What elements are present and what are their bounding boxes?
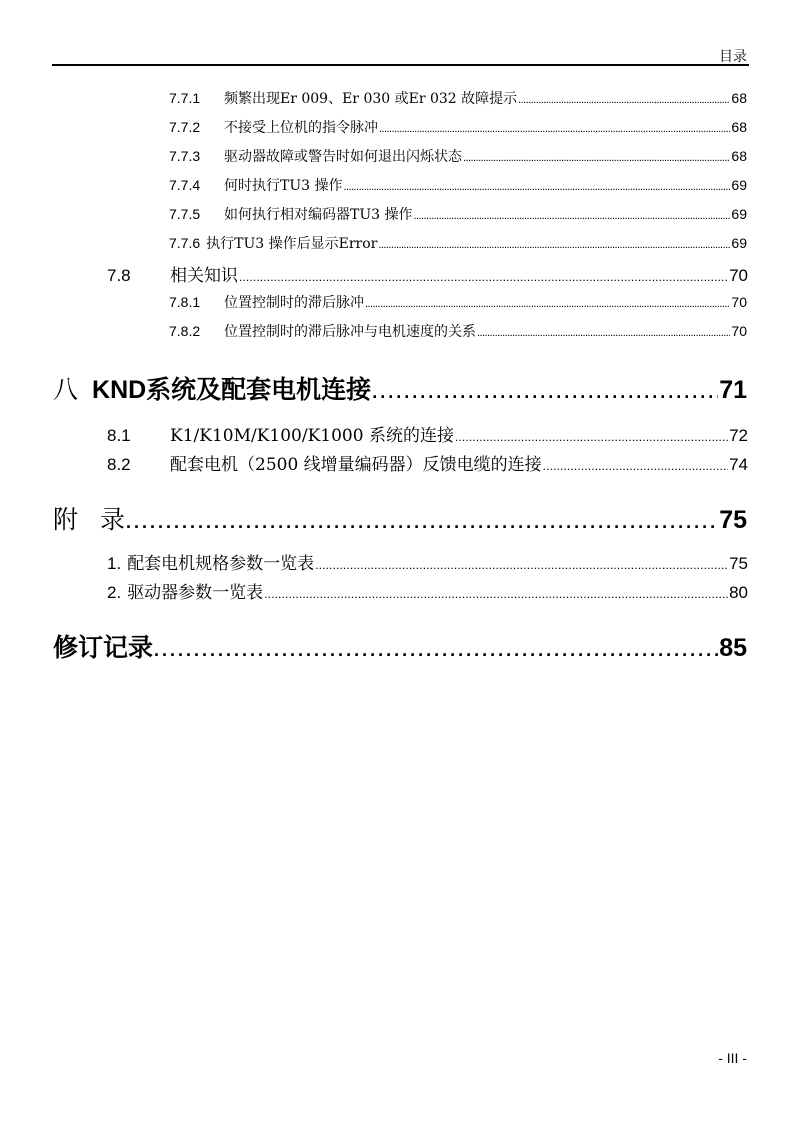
entry-number: 7.8.1 [169, 294, 201, 310]
entry-number: 7.7.6 [169, 235, 201, 251]
entry-page: 69 [731, 206, 747, 222]
entry-title: 驱动器参数一览表 [127, 583, 264, 603]
entry-page: 68 [731, 90, 747, 106]
entry-page: 70 [731, 323, 747, 339]
entry-number: 7.8 [107, 266, 131, 285]
header-title: 目录 [719, 49, 747, 65]
dot-leader [414, 206, 731, 222]
toc-entry-7-8-2[interactable] [169, 321, 747, 341]
entry-title: 如何执行相对编码器TU3 操作 [224, 207, 413, 223]
dot-leader [264, 583, 728, 603]
entry-number: 8.2 [107, 455, 131, 474]
dot-leader [372, 376, 718, 405]
toc-entry-7-7-2[interactable] [169, 117, 747, 137]
entry-number: 1. [107, 554, 122, 573]
entry-title: 不接受上位机的指令脉冲 [224, 120, 378, 136]
toc-appendix-1[interactable] [107, 549, 748, 574]
entry-number: 7.7.2 [169, 119, 201, 135]
dot-leader [315, 554, 728, 574]
entry-page: 70 [729, 266, 748, 285]
entry-title: 配套电机规格参数一览表 [127, 554, 315, 574]
chapter-number: 附 [53, 505, 79, 534]
entry-title: K1/K10M/K100/K1000 系统的连接 [170, 426, 454, 446]
entry-number: 2. [107, 583, 122, 602]
chapter-page: 75 [719, 506, 747, 534]
chapter-number: 八 [53, 375, 79, 404]
toc-revision-history[interactable] [53, 628, 747, 664]
chapter-title: KND系统及配套电机连接 [92, 376, 372, 404]
page-number-footer: - III - [718, 1050, 747, 1066]
dot-leader [154, 634, 718, 663]
entry-title: 驱动器故障或警告时如何退出闪烁状态 [224, 149, 462, 165]
entry-number: 8.1 [107, 426, 131, 445]
page-header [52, 44, 749, 66]
toc-entry-7-7-5[interactable] [169, 204, 747, 224]
toc-entry-8-1[interactable] [107, 421, 748, 446]
dot-leader [365, 294, 730, 310]
dot-leader [477, 323, 730, 339]
entry-number: 7.7.4 [169, 177, 201, 193]
entry-title: 配套电机（2500 线增量编码器）反馈电缆的连接 [170, 455, 542, 475]
entry-page: 69 [731, 235, 747, 251]
entry-title: 执行TU3 操作后显示Error [206, 236, 378, 252]
toc-entry-7-7-4[interactable] [169, 175, 747, 195]
toc-appendix[interactable] [53, 500, 747, 536]
entry-title: 位置控制时的滞后脉冲 [224, 295, 364, 311]
dot-leader [379, 119, 730, 135]
toc-chapter-8[interactable] [53, 370, 747, 406]
entry-page: 68 [731, 119, 747, 135]
dot-leader [543, 455, 728, 475]
chapter-title: 修订记录 [53, 633, 154, 662]
entry-title: 位置控制时的滞后脉冲与电机速度的关系 [224, 324, 476, 340]
entry-number: 7.8.2 [169, 323, 201, 339]
dot-leader [518, 90, 730, 106]
entry-page: 75 [729, 554, 748, 573]
entry-title: 频繁出现Er 009、Er 030 或Er 032 故障提示 [224, 91, 518, 107]
toc-entry-7-7-6[interactable] [169, 233, 747, 253]
entry-page: 69 [731, 177, 747, 193]
entry-page: 74 [729, 455, 748, 474]
dot-leader [463, 148, 730, 164]
toc-entry-7-8-1[interactable] [169, 292, 747, 312]
chapter-page: 71 [719, 376, 747, 404]
entry-page: 80 [729, 583, 748, 602]
entry-page: 70 [731, 294, 747, 310]
chapter-title: 录 [100, 505, 126, 534]
toc-appendix-2[interactable] [107, 578, 748, 603]
dot-leader [239, 266, 728, 286]
entry-title: 何时执行TU3 操作 [224, 178, 343, 194]
toc-entry-7-7-3[interactable] [169, 146, 747, 166]
entry-number: 7.7.1 [169, 90, 201, 106]
dot-leader [344, 177, 731, 193]
entry-title: 相关知识 [170, 266, 238, 286]
entry-number: 7.7.5 [169, 206, 201, 222]
toc-entry-7-8[interactable] [107, 261, 748, 286]
toc-entry-7-7-1[interactable] [169, 88, 747, 108]
entry-number: 7.7.3 [169, 148, 201, 164]
entry-page: 68 [731, 148, 747, 164]
entry-page: 72 [729, 426, 748, 445]
dot-leader [378, 235, 730, 251]
chapter-page: 85 [719, 634, 747, 662]
dot-leader [455, 426, 728, 446]
dot-leader [126, 506, 718, 535]
toc-entry-8-2[interactable] [107, 450, 748, 475]
